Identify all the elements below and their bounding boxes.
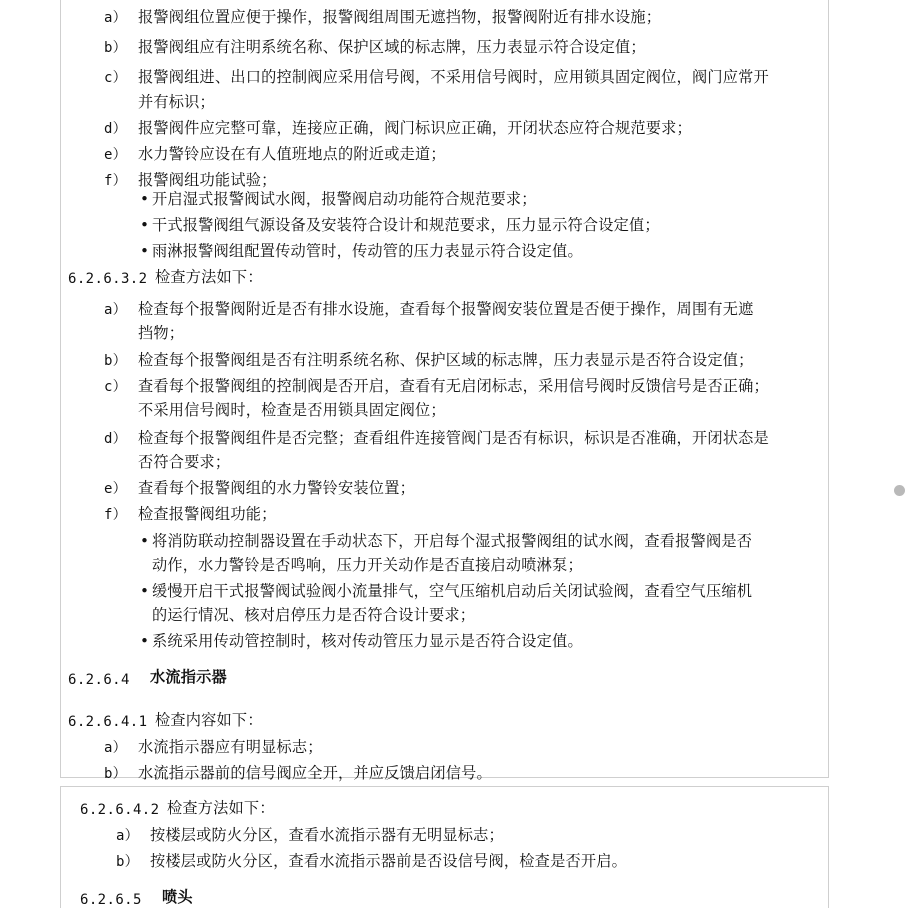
section-number: 6.2.6.5 xyxy=(80,892,142,908)
paragraph-text: 将消防联动控制器设置在手动状态下，开启每个湿式报警阀组的试水阀，查看报警阀是否 xyxy=(152,532,753,550)
paragraph-text: 系统采用传动管控制时，核对传动管压力显示是否符合设定值。 xyxy=(152,632,583,650)
paragraph-text: 按楼层或防火分区，查看水流指示器前是否设信号阀，检查是否开启。 xyxy=(150,852,628,870)
section-number: 6.2.6.3.2 xyxy=(68,271,148,287)
paragraph-text: 否符合要求； xyxy=(138,453,231,471)
paragraph-text: 检查每个报警阀附近是否有排水设施，查看每个报警阀安装位置是否便于操作，周围有无遮 xyxy=(138,300,754,318)
paragraph-text: 检查报警阀组功能； xyxy=(138,505,277,523)
paragraph-text: 报警阀组进、出口的控制阀应采用信号阀，不采用信号阀时，应用锁具固定阀位，阀门应常开 xyxy=(138,68,769,86)
paragraph-text: 报警阀件应完整可靠，连接应正确，阀门标识应正确，开闭状态应符合规范要求； xyxy=(138,119,692,137)
paragraph-text: 并有标识； xyxy=(138,93,215,111)
paragraph-text: 查看每个报警阀组的控制阀是否开启，查看有无启闭标志，采用信号阀时反馈信号是否正确； xyxy=(138,377,769,395)
list-marker: e） xyxy=(104,481,127,497)
paragraph-text: 报警阀组应有注明系统名称、保护区域的标志牌，压力表显示符合设定值； xyxy=(138,38,646,56)
paragraph-text: 开启湿式报警阀试水阀，报警阀启动功能符合规范要求； xyxy=(152,190,537,208)
paragraph-text: 水流指示器应有明显标志； xyxy=(138,738,323,756)
paragraph-text: 检查每个报警阀组是否有注明系统名称、保护区域的标志牌，压力表显示是否符合设定值； xyxy=(138,351,754,369)
list-marker: b） xyxy=(116,854,139,870)
list-marker: d） xyxy=(104,121,127,137)
paragraph-text: 不采用信号阀时，检查是否用锁具固定阀位； xyxy=(138,401,446,419)
paragraph-text: 查看每个报警阀组的水力警铃安装位置； xyxy=(138,479,415,497)
list-marker: a） xyxy=(104,740,127,756)
paragraph-text: 干式报警阀组气源设备及安装符合设计和规范要求，压力显示符合设定值； xyxy=(152,216,660,234)
section-heading: 水流指示器 xyxy=(150,668,227,686)
list-marker: f） xyxy=(104,173,127,189)
list-marker: b） xyxy=(104,353,127,369)
section-text: 检查内容如下： xyxy=(155,711,263,729)
section-number: 6.2.6.4 xyxy=(68,672,130,688)
list-marker: d） xyxy=(104,431,127,447)
bullet-marker: • xyxy=(140,242,150,260)
list-marker: a） xyxy=(116,828,139,844)
list-marker: a） xyxy=(104,302,127,318)
paragraph-text: 雨淋报警阀组配置传动管时，传动管的压力表显示符合设定值。 xyxy=(152,242,583,260)
list-marker: c） xyxy=(104,379,127,395)
bullet-marker: • xyxy=(140,632,150,650)
paragraph-text: 报警阀组位置应便于操作，报警阀组周围无遮挡物，报警阀附近有排水设施； xyxy=(138,8,662,26)
bullet-marker: • xyxy=(140,532,150,550)
paragraph-text: 动作，水力警铃是否鸣响，压力开关动作是否直接启动喷淋泵； xyxy=(152,556,583,574)
paragraph-text: 检查每个报警阀组件是否完整；查看组件连接管阀门是否有标识，标识是否准确，开闭状态是 xyxy=(138,429,769,447)
section-heading: 喷头 xyxy=(162,888,193,906)
paragraph-text: 水力警铃应设在有人值班地点的附近或走道； xyxy=(138,145,446,163)
list-marker: b） xyxy=(104,766,127,782)
paragraph-text: 的运行情况、核对启停压力是否符合设计要求； xyxy=(152,606,476,624)
section-text: 检查方法如下： xyxy=(167,799,275,817)
paragraph-text: 挡物； xyxy=(138,324,185,342)
paragraph-text: 缓慢开启干式报警阀试验阀小流量排气，空气压缩机启动后关闭试验阀，查看空气压缩机 xyxy=(152,582,753,600)
paragraph-text: 按楼层或防火分区，查看水流指示器有无明显标志； xyxy=(150,826,504,844)
list-marker: a） xyxy=(104,10,127,26)
section-number: 6.2.6.4.2 xyxy=(80,802,160,818)
list-marker: b） xyxy=(104,40,127,56)
bullet-marker: • xyxy=(140,582,150,600)
paragraph-text: 报警阀组功能试验； xyxy=(138,171,277,189)
section-text: 检查方法如下： xyxy=(155,268,263,286)
scrollbar-thumb[interactable] xyxy=(894,485,905,496)
list-marker: f） xyxy=(104,507,127,523)
section-number: 6.2.6.4.1 xyxy=(68,714,148,730)
list-marker: c） xyxy=(104,70,127,86)
paragraph-text: 水流指示器前的信号阀应全开，并应反馈启闭信号。 xyxy=(138,764,492,782)
bullet-marker: • xyxy=(140,216,150,234)
list-marker: e） xyxy=(104,147,127,163)
bullet-marker: • xyxy=(140,190,150,208)
